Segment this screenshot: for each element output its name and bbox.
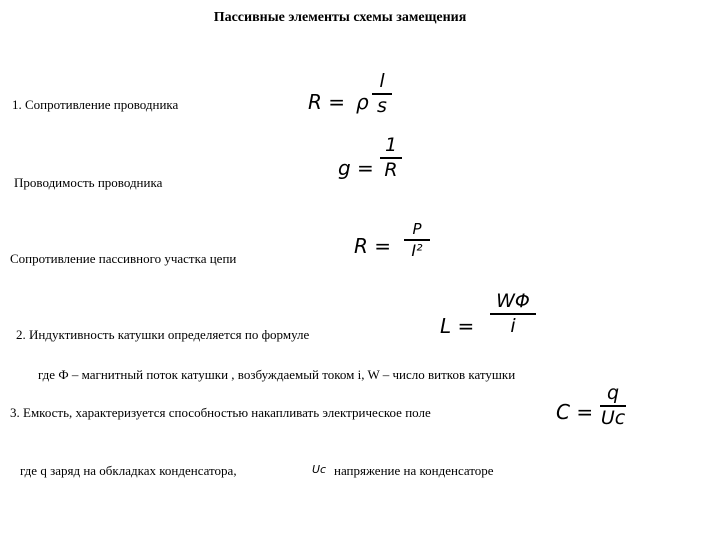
resistance-formula-lhs: R = xyxy=(308,90,346,114)
conductance-formula-lhs: g = xyxy=(338,156,374,180)
capacitance-note-symbol: Uc xyxy=(312,463,327,476)
passive-formula-lhs: R = xyxy=(354,234,392,258)
passive-denominator: I² xyxy=(411,240,423,260)
inductance-formula-lhs: L = xyxy=(440,314,475,338)
inductance-fraction xyxy=(490,292,536,336)
capacitance-label: 3. Емкость, характеризуется способностью накапливать электрическое поле xyxy=(10,405,431,420)
conductance-fraction xyxy=(380,136,402,180)
capacitance-numerator: q xyxy=(606,382,620,404)
inductance-note: где Ф – магнитный поток катушки , возбуждаемый током i, W – число витков катушки xyxy=(38,367,516,382)
passive-fraction xyxy=(404,222,430,259)
passive-numerator: P xyxy=(412,220,422,238)
conductance-label: Проводимость проводника xyxy=(14,175,163,190)
capacitance-note-part2: напряжение на конденсаторе xyxy=(334,463,494,478)
conductance-numerator: 1 xyxy=(384,134,398,156)
resistance-label: 1. Сопротивление проводника xyxy=(12,97,179,112)
conductance-denominator: R xyxy=(384,158,398,181)
inductance-numerator: WΦ xyxy=(496,290,530,312)
resistance-denominator: s xyxy=(377,94,387,117)
resistance-numerator: l xyxy=(379,70,385,92)
capacitance-denominator: Uc xyxy=(600,406,626,429)
inductance-denominator: i xyxy=(510,314,516,337)
capacitance-note-part1: где q заряд на обкладках конденсатора, xyxy=(20,463,237,478)
capacitance-formula-lhs: C = xyxy=(556,400,594,424)
resistance-formula-coef: ρ xyxy=(356,90,369,114)
resistance-fraction xyxy=(372,72,392,116)
inductance-label: 2. Индуктивность катушки определяется по формуле xyxy=(16,327,310,342)
capacitance-fraction xyxy=(600,384,626,428)
passive-section-label: Сопротивление пассивного участка цепи xyxy=(10,251,237,266)
page-title: Пассивные элементы схемы замещения xyxy=(213,10,467,25)
